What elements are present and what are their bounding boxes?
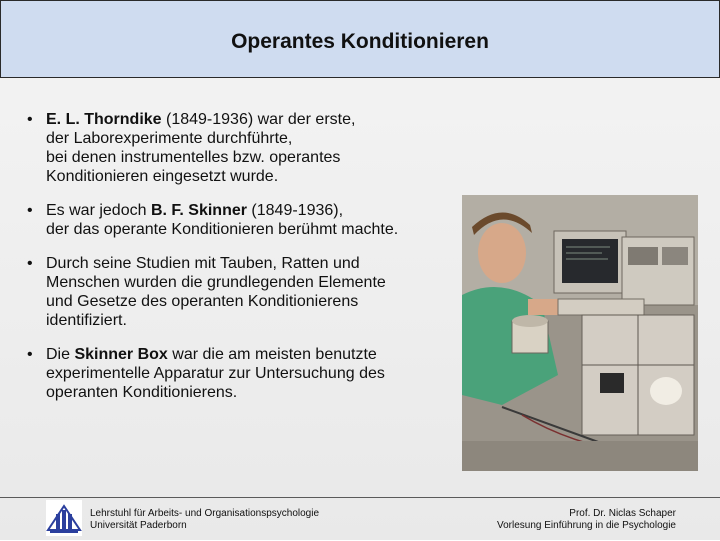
footer-left [90, 508, 319, 532]
bullet-1-line-2: der Laborexperimente durchführte, [46, 130, 293, 147]
bullet-4-pre: Die [46, 346, 75, 363]
bullet-3-line-2: Menschen wurden die grundlegenden Elemente [46, 274, 386, 291]
bullet-dot: • [27, 255, 33, 272]
bullet-4-bold: Skinner Box [74, 346, 168, 363]
bullet-skinner-box [24, 345, 454, 402]
bullet-2-pre: Es war jedoch [46, 202, 151, 219]
bullet-dot: • [27, 111, 33, 128]
skinner-box-photo [462, 195, 698, 471]
university-logo-icon [46, 500, 82, 536]
bullet-4-line-1: war die am meisten benutzte [167, 346, 377, 363]
bullet-studies [24, 254, 454, 330]
bullet-2-line-2: der das operante Konditionieren berühmt machte. [46, 221, 399, 238]
bullet-4-line-3: operanten Konditionierens. [46, 384, 238, 401]
footer-lecture: Vorlesung Einführung in die Psychologie [496, 520, 676, 531]
bullet-dot: • [27, 346, 33, 363]
footer-university: Universität Paderborn [90, 520, 187, 531]
bullet-2-line-1: (1849-1936), [246, 202, 344, 219]
bullet-3-line-3: und Gesetze des operanten Konditionierens [46, 293, 359, 310]
bullet-3-line-4: identifiziert. [46, 312, 127, 329]
title-bar [0, 0, 720, 78]
bullet-3-line-1: Durch seine Studien mit Tauben, Ratten und [46, 255, 360, 272]
bullet-1-line-3: bei denen instrumentelles bzw. operantes [46, 149, 341, 166]
footer-chair: Lehrstuhl für Arbeits- und Organisationspsychologie [90, 508, 320, 519]
footer-divider [0, 497, 720, 498]
bullet-thorndike [24, 110, 454, 186]
bullet-skinner [24, 201, 454, 239]
slide-title: Operantes Konditionieren [231, 30, 489, 53]
bullet-dot: • [27, 202, 33, 219]
bullet-4-line-2: experimentelle Apparatur zur Untersuchung des [46, 365, 385, 382]
bullet-list [24, 110, 454, 417]
bullet-2-bold: B. F. Skinner [150, 202, 247, 219]
footer-right [497, 508, 676, 532]
footer-professor: Prof. Dr. Niclas Schaper [569, 508, 676, 519]
bullet-1-line-1: (1849-1936) war der erste, [161, 111, 356, 128]
bullet-1-bold: E. L. Thorndike [46, 111, 162, 128]
bullet-1-line-4: Konditionieren eingesetzt wurde. [46, 168, 279, 185]
